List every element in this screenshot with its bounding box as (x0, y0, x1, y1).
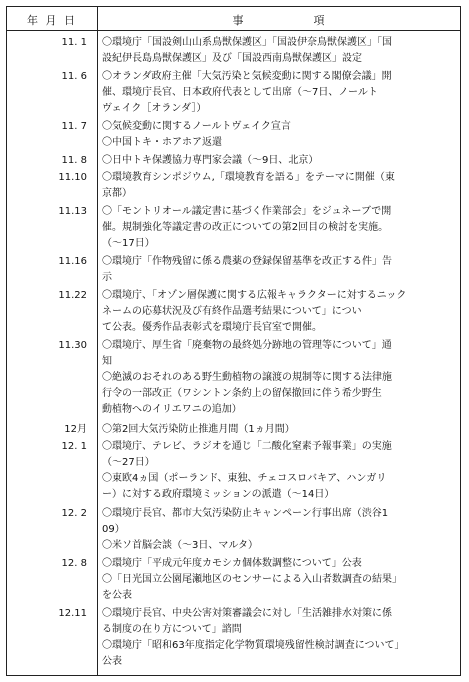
entry-text: 〇環境庁「作物残留に係る農薬の登録保留基準を改正する件」告 示 (102, 256, 392, 283)
chronology-table (6, 6, 461, 676)
entry-date: 11.30 (58, 340, 87, 351)
entry-text: 〇環境庁、テレビ、ラジオを通じ「二酸化窒素予報事業」の実施 （～27日） 〇東欧4ヵ国（ポーランド、東独、チェコスロバキア、ハンガリ ー）に対する政府環境ミッションの派遣（～14日） (102, 441, 392, 500)
entry-text: 〇「モントリオール議定書に基づく作業部会」をジュネーブで開 催。規制強化等議定書の改正についての第2回目の検討を実施。 （～17日） (102, 206, 392, 249)
header-date: 年 月 日 (27, 14, 77, 27)
entry-date: 11.16 (58, 256, 87, 267)
entry-text: 〇環境庁、「オゾン層保護に関する広報キャラクターに対するニック ネームの応募状況及び有終作品選考結果について」につい て公表。優秀作品表彰式を環境庁長官室で開催。 (102, 290, 407, 333)
entry-text: 〇環境庁、厚生省「廃棄物の最終処分跡地の管理等について」通 知 〇絶滅のおそれのある野生動植物の譲渡の規制等に関する法律施 行令の一部改正（ワシントン条約上の留保撤回に伴う希少野生 動植物へのイリエワニの追加） (102, 340, 392, 415)
entry-text: 〇環境庁「国設剣山山系鳥獣保護区」「国設伊奈鳥獣保護区」「国 設紀伊長島鳥獣保護区」及び「国設西南鳥獣保護区」設定 (102, 37, 392, 64)
entry-text: 〇環境教育シンポジウム,「環境教育を語る」をテーマに開催（東 京都） (102, 172, 395, 199)
entry-text: 〇日中トキ保護協力専門家会議（～9日、北京） (102, 155, 319, 166)
entry-date: 12. 2 (61, 508, 87, 519)
entry-date: 11.13 (58, 206, 87, 217)
entry-text: 〇環境庁長官、都市大気汚染防止キャンペーン行事出席（渋谷1 09） 〇米ソ首脳会談（～3日、マルタ） (102, 508, 389, 551)
header-event: 事項 (232, 14, 395, 27)
entry-date: 12月 (64, 424, 87, 435)
entry-date: 11. 6 (61, 71, 87, 82)
entry-date: 11.22 (58, 290, 87, 301)
entry-date: 12. 8 (61, 558, 87, 569)
column-divider (97, 7, 98, 675)
table-header (7, 7, 460, 31)
entry-text: 〇環境庁長官、中央公害対策審議会に対し「生活雑排水対策に係 る制度の在り方について」諮問 〇環境庁「昭和63年度指定化学物質環境残留性検討調査について」 公表 (102, 608, 405, 667)
entry-date: 12.11 (58, 608, 87, 619)
entry-text: 〇気候変動に関するノールトヴェイク宣言 〇中国トキ・ホアホア返還 (102, 121, 291, 148)
entry-text: 〇環境庁「平成元年度カモシカ個体数調整について」公表 〇「日光国立公園尾瀬地区のセンサーによる入山者数調査の結果」 を公表 (102, 558, 402, 601)
entry-date: 11. 8 (61, 155, 87, 166)
entry-text: 〇オランダ政府主催「大気汚染と気候変動に関する閣僚会議」開 催、環境庁長官、日本政府代表として出席（～7日、ノールト ヴェイク［オランダ］） (102, 71, 392, 114)
entry-text: 〇第2回大気汚染防止推進月間（1ヵ月間） (102, 424, 295, 435)
entry-date: 11. 7 (61, 121, 87, 132)
entry-date: 11.10 (58, 172, 87, 183)
entry-date: 11. 1 (61, 37, 87, 48)
entry-date: 12. 1 (61, 441, 87, 452)
